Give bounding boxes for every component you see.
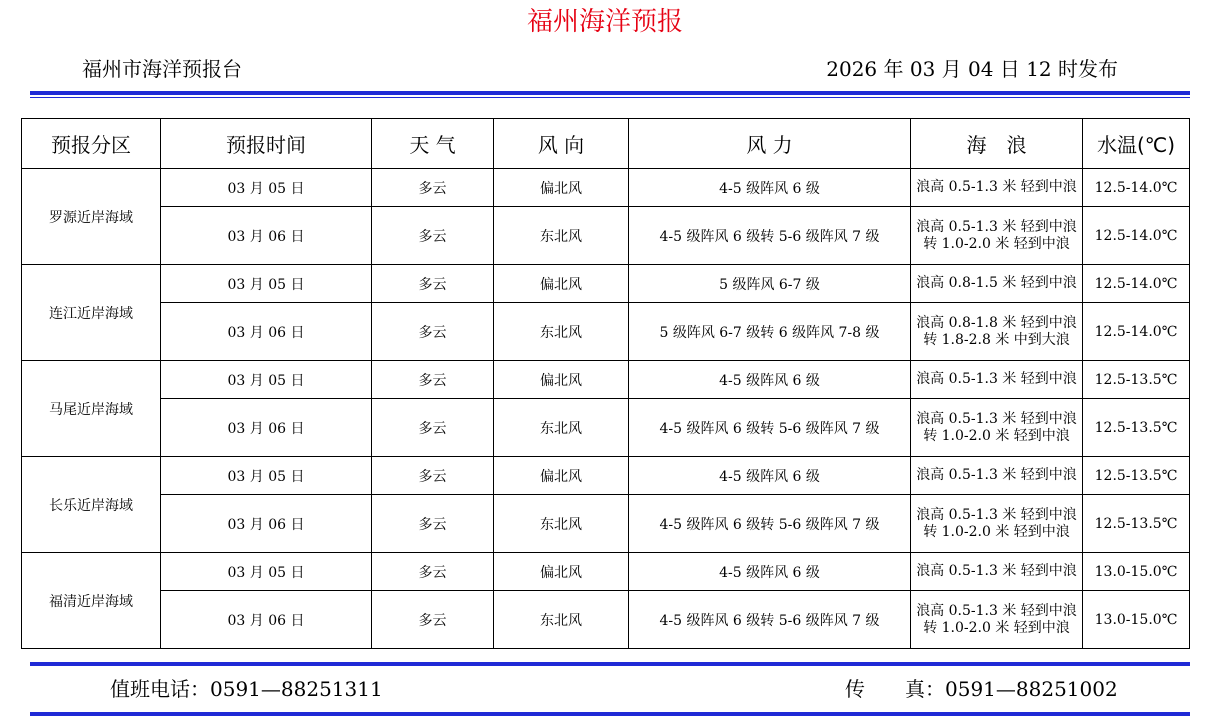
weather-cell: 多云 [372, 207, 494, 265]
forecast-date: 03 月 06 日 [161, 207, 372, 265]
wind-direction-cell: 东北风 [494, 303, 629, 361]
page-title: 福州海洋预报 [526, 7, 683, 37]
wave-cell: 浪高 0.5-1.3 米 轻到中浪 转 1.0-2.0 米 轻到中浪 [911, 207, 1083, 265]
column-header-zone: 预报分区 [22, 119, 161, 169]
forecast-table [21, 118, 1190, 649]
weather-cell: 多云 [372, 265, 494, 303]
forecast-date: 03 月 05 日 [161, 169, 372, 207]
zone-name: 罗源近岸海域 [22, 169, 161, 265]
wave-cell: 浪高 0.5-1.3 米 轻到中浪 [911, 457, 1083, 495]
publish-time: 2026 年 03 月 04 日 12 时发布 [826, 57, 1118, 81]
wind-direction-cell: 东北风 [494, 399, 629, 457]
forecast-date: 03 月 05 日 [161, 457, 372, 495]
weather-cell: 多云 [372, 399, 494, 457]
weather-cell: 多云 [372, 303, 494, 361]
wave-cell: 浪高 0.5-1.3 米 轻到中浪 [911, 361, 1083, 399]
water-temp-cell: 12.5-13.5℃ [1083, 361, 1190, 399]
table-row [22, 399, 1190, 457]
wind-force-cell: 4-5 级阵风 6 级 [629, 457, 911, 495]
wave-cell: 浪高 0.5-1.3 米 轻到中浪 [911, 169, 1083, 207]
wave-cell: 浪高 0.5-1.3 米 轻到中浪 [911, 553, 1083, 591]
water-temp-cell: 13.0-15.0℃ [1083, 553, 1190, 591]
wind-direction-cell: 东北风 [494, 591, 629, 649]
water-temp-cell: 12.5-13.5℃ [1083, 495, 1190, 553]
water-temp-cell: 13.0-15.0℃ [1083, 591, 1190, 649]
column-header-wave: 海 浪 [911, 119, 1083, 169]
header-rule-thin [30, 97, 1190, 98]
wind-force-cell: 5 级阵风 6-7 级 [629, 265, 911, 303]
wind-force-cell: 4-5 级阵风 6 级转 5-6 级阵风 7 级 [629, 591, 911, 649]
table-row [22, 591, 1190, 649]
forecast-date: 03 月 05 日 [161, 265, 372, 303]
wind-force-cell: 4-5 级阵风 6 级 [629, 553, 911, 591]
zone-name: 福清近岸海域 [22, 553, 161, 649]
table-row [22, 303, 1190, 361]
wave-cell: 浪高 0.5-1.3 米 轻到中浪 转 1.0-2.0 米 轻到中浪 [911, 399, 1083, 457]
zone-name: 长乐近岸海域 [22, 457, 161, 553]
forecast-date: 03 月 05 日 [161, 553, 372, 591]
water-temp-cell: 12.5-13.5℃ [1083, 399, 1190, 457]
footer-rule-top [30, 662, 1190, 666]
wind-force-cell: 4-5 级阵风 6 级转 5-6 级阵风 7 级 [629, 207, 911, 265]
zone-name: 连江近岸海域 [22, 265, 161, 361]
column-header-time: 预报时间 [161, 119, 372, 169]
wave-cell: 浪高 0.8-1.8 米 轻到中浪 转 1.8-2.8 米 中到大浪 [911, 303, 1083, 361]
water-temp-cell: 12.5-13.5℃ [1083, 457, 1190, 495]
wind-direction-cell: 东北风 [494, 207, 629, 265]
table-row [22, 457, 1190, 495]
wind-direction-cell: 东北风 [494, 495, 629, 553]
wind-force-cell: 4-5 级阵风 6 级 [629, 169, 911, 207]
forecast-date: 03 月 05 日 [161, 361, 372, 399]
table-row [22, 265, 1190, 303]
wind-force-cell: 4-5 级阵风 6 级转 5-6 级阵风 7 级 [629, 495, 911, 553]
weather-cell: 多云 [372, 553, 494, 591]
wave-cell: 浪高 0.8-1.5 米 轻到中浪 [911, 265, 1083, 303]
wind-direction-cell: 偏北风 [494, 169, 629, 207]
water-temp-cell: 12.5-14.0℃ [1083, 207, 1190, 265]
table-row [22, 495, 1190, 553]
wind-force-cell: 5 级阵风 6-7 级转 6 级阵风 7-8 级 [629, 303, 911, 361]
wind-force-cell: 4-5 级阵风 6 级转 5-6 级阵风 7 级 [629, 399, 911, 457]
forecast-date: 03 月 06 日 [161, 303, 372, 361]
column-header-weather: 天 气 [372, 119, 494, 169]
table-row [22, 361, 1190, 399]
wind-direction-cell: 偏北风 [494, 265, 629, 303]
header-rule-thick [30, 91, 1190, 95]
issuing-organization: 福州市海洋预报台 [82, 57, 242, 81]
forecast-date: 03 月 06 日 [161, 591, 372, 649]
water-temp-cell: 12.5-14.0℃ [1083, 265, 1190, 303]
wind-direction-cell: 偏北风 [494, 553, 629, 591]
column-header-wind-direction: 风 向 [494, 119, 629, 169]
wave-cell: 浪高 0.5-1.3 米 轻到中浪 转 1.0-2.0 米 轻到中浪 [911, 495, 1083, 553]
wind-direction-cell: 偏北风 [494, 457, 629, 495]
water-temp-cell: 12.5-14.0℃ [1083, 303, 1190, 361]
water-temp-cell: 12.5-14.0℃ [1083, 169, 1190, 207]
wind-direction-cell: 偏北风 [494, 361, 629, 399]
table-row [22, 169, 1190, 207]
forecast-date: 03 月 06 日 [161, 495, 372, 553]
weather-cell: 多云 [372, 169, 494, 207]
wave-cell: 浪高 0.5-1.3 米 轻到中浪 转 1.0-2.0 米 轻到中浪 [911, 591, 1083, 649]
weather-cell: 多云 [372, 457, 494, 495]
table-header-row [22, 119, 1190, 169]
forecast-date: 03 月 06 日 [161, 399, 372, 457]
wind-force-cell: 4-5 级阵风 6 级 [629, 361, 911, 399]
footer-rule-bottom [30, 712, 1190, 716]
weather-cell: 多云 [372, 495, 494, 553]
column-header-wind-force: 风 力 [629, 119, 911, 169]
weather-cell: 多云 [372, 361, 494, 399]
table-row [22, 207, 1190, 265]
zone-name: 马尾近岸海域 [22, 361, 161, 457]
table-row [22, 553, 1190, 591]
weather-cell: 多云 [372, 591, 494, 649]
duty-phone: 值班电话：0591—88251311 [110, 677, 383, 701]
column-header-water-temp: 水温(℃) [1083, 119, 1190, 169]
fax-number: 传 真：0591—88251002 [845, 677, 1118, 701]
